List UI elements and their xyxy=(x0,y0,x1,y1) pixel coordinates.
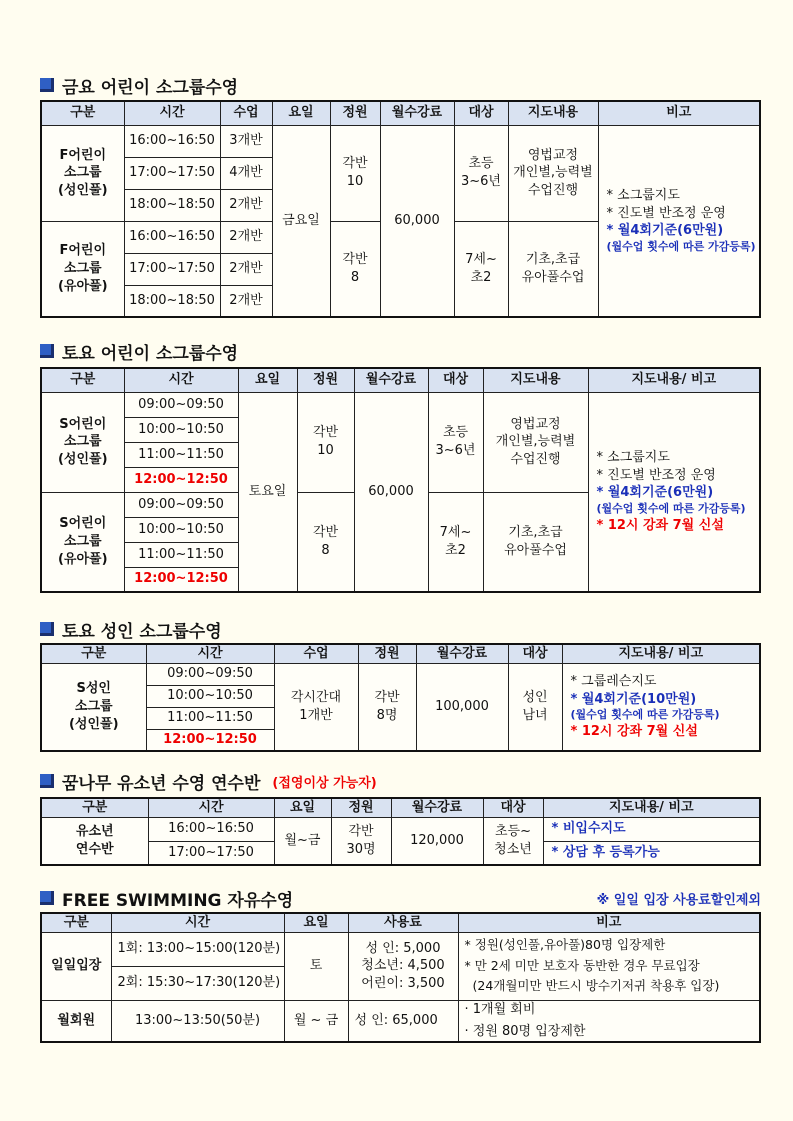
friday-kids-table xyxy=(40,100,761,318)
target-cell: 7세~ 초2 xyxy=(428,492,483,592)
youth-training-table-wrap xyxy=(40,797,761,866)
day-cell: 토 xyxy=(284,932,348,1000)
group-label: S어린이 소그룹 (유아풀) xyxy=(41,492,124,592)
col-header: 구분 xyxy=(41,798,148,817)
note-line: * 진도별 반조정 운영 xyxy=(606,205,726,221)
content-cell: 기초,초급 유아풀수업 xyxy=(483,492,588,592)
note-line: * 소그룹지도 xyxy=(596,450,670,466)
col-header: 지도내용 xyxy=(508,101,598,125)
time-cell: 18:00~18:50 xyxy=(124,285,220,317)
col-header: 구분 xyxy=(41,644,146,663)
time-cell: 10:00~10:50 xyxy=(124,417,238,442)
note-line-small: (월수업 횟수에 따른 가감등록) xyxy=(606,239,756,253)
capacity-cell: 각반 8 xyxy=(297,492,354,592)
col-header: 지도내용/ 비고 xyxy=(562,644,760,663)
col-header: 지도내용 xyxy=(483,368,588,392)
col-header: 요일 xyxy=(272,101,330,125)
group-label: F어린이 소그룹 (성인풀) xyxy=(41,125,124,221)
col-header: 시간 xyxy=(146,644,274,663)
section-title-saturday-adult: 토요 성인 소그룹수영 xyxy=(40,618,222,640)
fee-cell: 60,000 xyxy=(380,125,454,317)
col-header: 시간 xyxy=(124,368,238,392)
target-cell: 초등 3~6년 xyxy=(428,392,483,492)
note-line: * 그룹레슨지도 xyxy=(570,674,657,690)
section-note: (접영이상 가능자) xyxy=(272,775,377,791)
col-header: 월수강료 xyxy=(416,644,508,663)
section-bullet-icon xyxy=(40,891,54,905)
class-count: 2개반 xyxy=(220,285,272,317)
class-count: 3개반 xyxy=(220,125,272,157)
col-header: 월수강료 xyxy=(380,101,454,125)
col-header: 정원 xyxy=(358,644,416,663)
time-cell: 11:00~11:50 xyxy=(146,707,274,729)
time-cell-new: 12:00~12:50 xyxy=(124,467,238,492)
target-cell: 7세~ 초2 xyxy=(454,221,508,317)
group-label: S어린이 소그룹 (성인풀) xyxy=(41,392,124,492)
col-header: 시간 xyxy=(148,798,274,817)
target-cell: 성인 남녀 xyxy=(508,663,562,751)
note-line-small: (월수업 횟수에 따른 가감등록) xyxy=(596,501,746,515)
section-bullet-icon xyxy=(40,622,54,636)
note-line-new: * 12시 강좌 7월 신설 xyxy=(570,723,698,739)
col-header: 구분 xyxy=(41,368,124,392)
discount-exclusion-note: ※ 일일 입장 사용료할인제외 xyxy=(596,892,761,908)
fee-cell xyxy=(348,932,458,1000)
day-cell: 토요일 xyxy=(238,392,297,592)
saturday-adult-table-wrap xyxy=(40,643,761,752)
group-label: S성인 소그룹 (성인풀) xyxy=(41,663,146,751)
note-cell xyxy=(458,1000,760,1042)
time-cell: 09:00~09:50 xyxy=(124,492,238,517)
saturday-kids-table xyxy=(40,367,761,593)
section-bullet-icon xyxy=(40,774,54,788)
note-line: * 소그룹지도 xyxy=(606,188,680,203)
fee-cell: 100,000 xyxy=(416,663,508,751)
time-cell: 2회: 15:30~17:30(120분) xyxy=(111,966,284,1000)
section-title-friday-kids: 금요 어린이 소그룹수영 xyxy=(40,74,238,96)
note-cell xyxy=(562,663,760,751)
col-header: 시간 xyxy=(111,913,284,932)
note-cell xyxy=(588,392,760,592)
capacity-cell: 각반 30명 xyxy=(331,817,391,865)
note-line: · 1개월 회비 xyxy=(464,1002,536,1018)
time-cell: 16:00~16:50 xyxy=(148,817,274,841)
col-header: 비고 xyxy=(458,913,760,932)
capacity-cell: 각반 10 xyxy=(330,125,380,221)
col-header: 비고 xyxy=(598,101,760,125)
fee-line: 청소년: 4,500 xyxy=(361,958,445,974)
note-line-emphasis: * 비입수지도 xyxy=(543,817,760,841)
time-cell-new: 12:00~12:50 xyxy=(124,567,238,592)
note-line-emphasis: * 월4회기준(10만원) xyxy=(570,691,697,707)
fee-cell: 성 인: 65,000 xyxy=(348,1000,458,1042)
time-cell: 18:00~18:50 xyxy=(124,189,220,221)
section-title-saturday-kids: 토요 어린이 소그룹수영 xyxy=(40,340,238,362)
fee-line: 어린이: 3,500 xyxy=(361,975,445,991)
time-cell: 16:00~16:50 xyxy=(124,221,220,253)
col-header: 요일 xyxy=(274,798,331,817)
target-cell: 초등~ 청소년 xyxy=(483,817,543,865)
time-cell: 17:00~17:50 xyxy=(124,157,220,189)
col-header: 대상 xyxy=(428,368,483,392)
col-header: 대상 xyxy=(483,798,543,817)
col-header: 사용료 xyxy=(348,913,458,932)
col-header: 정원 xyxy=(331,798,391,817)
group-label: 유소년 연수반 xyxy=(41,817,148,865)
free-swimming-table xyxy=(40,912,761,1043)
col-header: 월수강료 xyxy=(391,798,483,817)
section-title-free-swimming: FREE SWIMMING 자유수영 ※ 일일 입장 사용료할인제외 xyxy=(40,887,761,909)
content-cell: 기초,초급 유아풀수업 xyxy=(508,221,598,317)
time-cell: 11:00~11:50 xyxy=(124,442,238,467)
note-line: · 정원 80명 입장제한 xyxy=(464,1023,586,1039)
content-cell: 영법교정 개인별,능력별 수업진행 xyxy=(483,392,588,492)
capacity-cell: 각반 8명 xyxy=(358,663,416,751)
youth-training-table xyxy=(40,797,761,866)
col-header: 시간 xyxy=(124,101,220,125)
group-label: F어린이 소그룹 (유아풀) xyxy=(41,221,124,317)
time-cell: 09:00~09:50 xyxy=(146,663,274,685)
col-header: 요일 xyxy=(284,913,348,932)
col-header: 정원 xyxy=(330,101,380,125)
friday-kids-table-wrap xyxy=(40,100,761,318)
time-cell: 17:00~17:50 xyxy=(124,253,220,285)
col-header: 요일 xyxy=(238,368,297,392)
capacity-cell: 각반 10 xyxy=(297,392,354,492)
day-cell: 금요일 xyxy=(272,125,330,317)
note-line-emphasis: * 상담 후 등록가능 xyxy=(543,841,760,865)
saturday-kids-table-wrap xyxy=(40,367,761,593)
saturday-adult-table xyxy=(40,643,761,752)
fee-line: 성 인: 5,000 xyxy=(365,940,441,956)
col-header: 지도내용/ 비고 xyxy=(588,368,760,392)
class-count: 각시간대 1개반 xyxy=(274,663,358,751)
col-header: 수업 xyxy=(274,644,358,663)
content-cell: 영법교정 개인별,능력별 수업진행 xyxy=(508,125,598,221)
time-cell: 17:00~17:50 xyxy=(148,841,274,865)
col-header: 구분 xyxy=(41,913,111,932)
free-swimming-table-wrap xyxy=(40,912,761,1043)
col-header: 구분 xyxy=(41,101,124,125)
day-cell: 월 ~ 금 xyxy=(284,1000,348,1042)
note-line-emphasis: * 월4회기준(6만원) xyxy=(606,223,724,239)
section-bullet-icon xyxy=(40,344,54,358)
note-line: * 진도별 반조정 운영 xyxy=(596,467,716,483)
note-line: * 정원(성인풀,유아풀)80명 입장제한 xyxy=(464,936,666,952)
fee-cell: 60,000 xyxy=(354,392,428,592)
col-header: 월수강료 xyxy=(354,368,428,392)
note-line: (24개월미만 반드시 방수기저귀 착용후 입장) xyxy=(472,978,720,994)
note-line-small: (월수업 횟수에 따른 가감등록) xyxy=(570,708,720,722)
class-count: 2개반 xyxy=(220,221,272,253)
note-cell xyxy=(458,932,760,1000)
col-header: 대상 xyxy=(454,101,508,125)
capacity-cell: 각반 8 xyxy=(330,221,380,317)
fee-cell: 120,000 xyxy=(391,817,483,865)
col-header: 수업 xyxy=(220,101,272,125)
section-title-youth-training: 꿈나무 유소년 수영 연수반 (접영이상 가능자) xyxy=(40,770,377,792)
note-line-emphasis: * 월4회기준(6만원) xyxy=(596,485,714,501)
daily-entry-label: 일일입장 xyxy=(41,932,111,1000)
col-header: 대상 xyxy=(508,644,562,663)
time-cell: 09:00~09:50 xyxy=(124,392,238,417)
time-cell: 1회: 13:00~15:00(120분) xyxy=(111,932,284,966)
note-line-new: * 12시 강좌 7월 신설 xyxy=(596,517,724,533)
time-cell: 10:00~10:50 xyxy=(124,517,238,542)
monthly-member-label: 월회원 xyxy=(41,1000,111,1042)
time-cell: 11:00~11:50 xyxy=(124,542,238,567)
time-cell: 10:00~10:50 xyxy=(146,685,274,707)
note-line: * 만 2세 미만 보호자 동반한 경우 무료입장 xyxy=(464,957,700,973)
target-cell: 초등 3~6년 xyxy=(454,125,508,221)
day-cell: 월~금 xyxy=(274,817,331,865)
class-count: 2개반 xyxy=(220,189,272,221)
time-cell-new: 12:00~12:50 xyxy=(146,729,274,751)
class-count: 2개반 xyxy=(220,253,272,285)
section-bullet-icon xyxy=(40,78,54,92)
col-header: 정원 xyxy=(297,368,354,392)
time-cell: 13:00~13:50(50분) xyxy=(111,1000,284,1042)
col-header: 지도내용/ 비고 xyxy=(543,798,760,817)
time-cell: 16:00~16:50 xyxy=(124,125,220,157)
note-cell xyxy=(598,125,760,317)
class-count: 4개반 xyxy=(220,157,272,189)
